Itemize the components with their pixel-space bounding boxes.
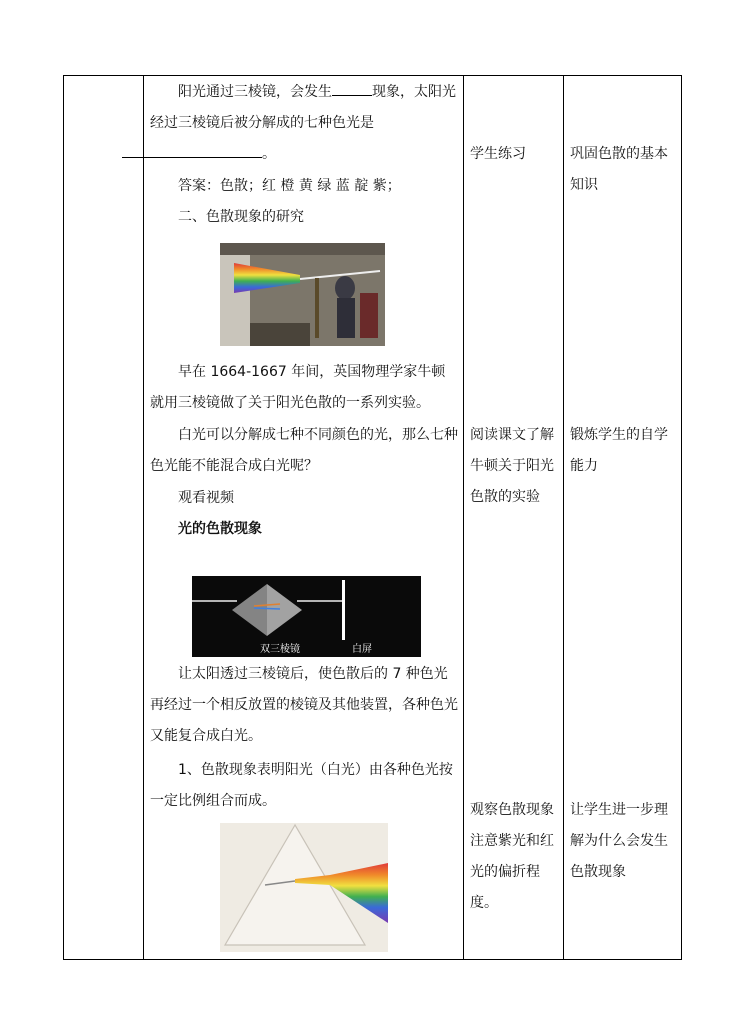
- screen-label: 白屏: [352, 644, 372, 655]
- recombine-paragraph: 让太阳透过三棱镜后，使色散后的 7 种色光再经过一个相反放置的棱镜及其他装置，各种色光又能复合成白光。: [150, 666, 458, 744]
- column-divider: [563, 76, 564, 959]
- conclusion-paragraph: 1、色散现象表明阳光（白光）由各种色光按一定比例组合而成。: [150, 762, 453, 809]
- watch-video-text: 观看视频: [178, 490, 234, 506]
- newton-experiment-image: [220, 243, 385, 346]
- prism-label: 双三棱镜: [260, 644, 300, 655]
- activity-reading: 阅读课文了解牛顿关于阳光色散的实验: [470, 427, 554, 505]
- question-part1: 阳光通过三棱镜，会发生: [178, 84, 332, 100]
- question-end: 。: [262, 146, 276, 162]
- activity-practice: 学生练习: [470, 146, 526, 162]
- blank-1: [332, 81, 372, 96]
- section-heading: 二、色散现象的研究: [178, 209, 304, 225]
- answer-text: 答案：色散；红 橙 黄 绿 蓝 靛 紫；: [178, 178, 401, 194]
- question-paragraph: 白光可以分解成七种不同颜色的光，那么七种色光能不能混合成白光呢？: [150, 427, 458, 474]
- prism-dispersion-image: [220, 823, 388, 952]
- column-divider: [463, 76, 464, 959]
- purpose-selfstudy: 锻炼学生的自学能力: [570, 427, 668, 474]
- double-prism-image: [192, 576, 421, 657]
- question-part2: 现象，太阳光经过三棱镜后被分解成的七种色光是: [150, 84, 456, 131]
- activity-observe: 观察色散现象注意紫光和红光的偏折程度。: [470, 802, 554, 911]
- fill-in-question: [150, 77, 458, 170]
- purpose-understand: 让学生进一步理解为什么会发生色散现象: [570, 802, 668, 880]
- column-divider: [143, 76, 144, 959]
- newton-paragraph: 早在 1664-1667 年间，英国物理学家牛顿就用三棱镜做了关于阳光色散的一系列实验。: [150, 364, 446, 411]
- blank-2: [122, 143, 262, 158]
- purpose-consolidate: 巩固色散的基本知识: [570, 146, 668, 193]
- video-title: 光的色散现象: [178, 521, 262, 537]
